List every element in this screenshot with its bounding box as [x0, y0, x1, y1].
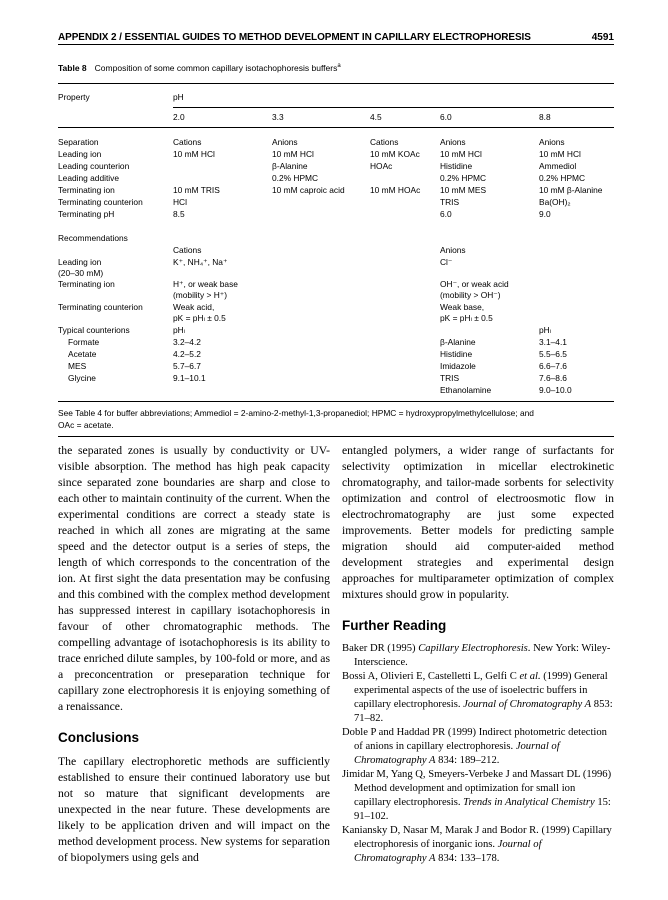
reference-entry	[342, 768, 614, 824]
counterion-ph-range: 6.6–7.6	[539, 361, 567, 371]
counterion-ph-range: 3.1–4.1	[539, 337, 567, 347]
counterion-ph-range: 5.5–6.5	[539, 349, 567, 359]
reference-list	[342, 642, 614, 866]
table-cell: β-Alanine	[272, 161, 308, 171]
row-label: Leading ion	[58, 149, 102, 159]
table-footnote	[58, 407, 614, 431]
row-label: Terminating ion	[58, 185, 115, 195]
reference-italic: et al.	[519, 671, 541, 682]
recommendations-heading: Recommendations	[58, 233, 128, 243]
counterion-name: β-Alanine	[440, 337, 476, 347]
counterion-ph-range: 7.6–8.6	[539, 373, 567, 383]
leading-ion-cations: K⁺, NH₄⁺, Na⁺	[173, 257, 228, 267]
reference-text: 853: 71–82.	[354, 699, 613, 724]
counterion-ph-range: 3.2–4.2	[173, 337, 201, 347]
header-rule	[58, 44, 614, 45]
counterion-name: Ethanolamine	[440, 385, 492, 395]
reference-text: 15: 91–102.	[354, 797, 611, 822]
reference-entry	[342, 642, 614, 670]
table-cell: 10 mM HCl	[173, 149, 215, 159]
leading-ion-label: Leading ion	[58, 257, 102, 267]
reference-entry	[342, 726, 614, 768]
table-cell: 0.2% HPMC	[272, 173, 319, 183]
counterion-ph-range: 9.1–10.1	[173, 373, 206, 383]
counterion-name: Glycine	[68, 373, 96, 383]
table-cell: 6.0	[440, 209, 452, 219]
counterion-name: Histidine	[440, 349, 473, 359]
reference-text: (1999) General experimental aspects of the use of isoelectric buffers in capillary electrophoresis.	[354, 671, 608, 710]
counterion-ph-range: 4.2–5.2	[173, 349, 201, 359]
counterion-name: Formate	[68, 337, 100, 347]
row-label: Terminating counterion	[58, 197, 143, 207]
counterion-ph-range: 5.7–6.7	[173, 361, 201, 371]
ph-value: 8.8	[539, 112, 551, 122]
table-cell: 0.2% HPMC	[539, 173, 586, 183]
row-label: Terminating pH	[58, 209, 115, 219]
terminating-counterion-label: Terminating counterion	[58, 302, 143, 312]
table-cell: Ba(OH)₂	[539, 197, 571, 207]
table-cell: HOAc	[370, 161, 393, 171]
header-bottom-rule	[58, 127, 614, 128]
leading-ion-anions: Cl⁻	[440, 257, 453, 267]
page-number: 4591	[591, 32, 614, 43]
conclusions-heading: Conclusions	[58, 730, 140, 745]
row-label: Leading counterion	[58, 161, 130, 171]
table-cell: Cations	[173, 137, 202, 147]
terminating-counterion-cations-2: pK = pHₗ ± 0.5	[173, 313, 226, 323]
footnote-rule	[58, 436, 614, 437]
typical-ph-cations: pHₗ	[173, 325, 186, 335]
reference-entry	[342, 824, 614, 866]
rec-cations-label: Cations	[173, 245, 202, 255]
terminating-ion-anions-2: (mobility > OH⁻)	[440, 290, 501, 300]
counterion-name: Imidazole	[440, 361, 476, 371]
reference-italic: Capillary Electrophoresis	[418, 643, 528, 654]
counterion-ph-range: 9.0–10.0	[539, 385, 572, 395]
table-cell: Anions	[272, 137, 298, 147]
row-label: Leading additive	[58, 173, 120, 183]
col-header-ph: pH	[173, 92, 184, 102]
running-title: APPENDIX 2 / ESSENTIAL GUIDES TO METHOD DEVELOPMENT IN CAPILLARY ELECTROPHORESIS	[58, 32, 531, 43]
terminating-counterion-anions-2: pK = pHₗ ± 0.5	[440, 313, 493, 323]
table-cell: TRIS	[440, 197, 460, 207]
table-cell: 10 mM HCl	[539, 149, 581, 159]
reference-text: . New York: Wiley-Interscience.	[354, 643, 611, 668]
body-paragraph: The capillary electrophoretic methods are sufficiently established to ensure their continued laboratory use but not so mature that significant developments are unexpected in the near future. These developments are likely to be application driven and will impact on the method development process. New systems for separation of biopolymers using gels and	[58, 755, 330, 864]
table-cell: HCl	[173, 197, 187, 207]
reference-text: Bossi A, Olivieri E, Castelletti L, Gelfi C	[342, 671, 520, 682]
table-cell: Histidine	[440, 161, 473, 171]
table-footnote-line-2: OAc = acetate.	[58, 420, 114, 430]
left-column	[58, 443, 330, 866]
table-cell: 10 mM caproic acid	[272, 185, 345, 195]
table-cell: 10 mM TRIS	[173, 185, 220, 195]
reference-italic: Journal of Chromatography A	[354, 741, 560, 766]
table-footnote-line-1: See Table 4 for buffer abbreviations; Ammediol = 2-amino-2-methyl-1,3-propanediol; HPMC = hydroxypropylmethylcellulose; and	[58, 408, 534, 418]
reference-text: Doble P and Haddad PR (1999) Indirect photometric detection of anions in capillary electrophoresis.	[342, 727, 607, 752]
leading-ion-range: (20–30 mM)	[58, 268, 104, 278]
body-paragraph: entangled polymers, a wider range of surfactants for selectivity optimization in micellar electrokinetic chromatography, and tailor-made sorbents for selectivity optimization and control of electroosmotic flow in electrochromatography are just some expected improvements. Better models for predicting sample migration should aid computer-aided method development strategies and experimental design approaches for multiparameter optimization of complex mixtures should grow in popularity.	[342, 444, 614, 601]
terminating-counterion-anions-1: Weak base,	[440, 302, 485, 312]
ph-value: 3.3	[272, 112, 284, 122]
reference-text: Baker DR (1995)	[342, 643, 419, 654]
terminating-ion-label: Terminating ion	[58, 279, 115, 289]
table-cell: Ammediol	[539, 161, 577, 171]
terminating-ion-cations-2: (mobility > H⁺)	[173, 290, 227, 300]
reference-text: 834: 133–178.	[435, 853, 500, 864]
reference-text: Jimidar M, Yang Q, Smeyers-Verbeke J and Massart DL (1996) Method development and optimization for small ion capillary electrophoresis.	[342, 769, 612, 808]
table-cell: 10 mM MES	[440, 185, 487, 195]
table-cell: 10 mM HOAc	[370, 185, 421, 195]
caption-footnote-mark: a	[337, 63, 341, 70]
row-label: Separation	[58, 137, 99, 147]
right-column	[342, 443, 614, 866]
table-label: Table 8	[58, 63, 87, 73]
table-top-rule	[58, 83, 614, 84]
counterion-name: MES	[68, 361, 87, 371]
table-title: Composition of some common capillary isotachophoresis buffers	[94, 63, 338, 73]
table-caption	[58, 63, 341, 73]
ph-value: 4.5	[370, 112, 382, 122]
ph-value: 2.0	[173, 112, 185, 122]
reference-italic: Trends in Analytical Chemistry	[463, 797, 595, 808]
counterion-name: TRIS	[440, 373, 460, 383]
rec-anions-label: Anions	[440, 245, 466, 255]
col-header-property: Property	[58, 92, 90, 102]
table-bottom-rule	[58, 401, 614, 402]
table-cell: 0.2% HPMC	[440, 173, 487, 183]
reference-text: Kaniansky D, Nasar M, Marak J and Bodor R. (1999) Capillary electrophoresis of inorganic ions.	[342, 825, 612, 850]
typical-ph-anions: pHₗ	[539, 325, 552, 335]
table-cell: 10 mM β-Alanine	[539, 185, 603, 195]
ph-value: 6.0	[440, 112, 452, 122]
table-cell: 10 mM KOAc	[370, 149, 420, 159]
table-cell: 10 mM HCl	[272, 149, 314, 159]
counterion-name: Acetate	[68, 349, 97, 359]
further-reading-heading: Further Reading	[342, 618, 447, 633]
terminating-ion-anions-1: OH⁻, or weak acid	[440, 279, 509, 289]
reference-italic: Journal of Chromatography A	[463, 699, 592, 710]
table-cell: 10 mM HCl	[440, 149, 482, 159]
reference-text: 834: 189–212.	[435, 755, 500, 766]
ph-header-rule	[173, 107, 614, 108]
table-cell: 8.5	[173, 209, 185, 219]
terminating-ion-cations-1: H⁺, or weak base	[173, 279, 238, 289]
reference-entry	[342, 670, 614, 726]
table-cell: Anions	[539, 137, 565, 147]
typical-counterions-label: Typical counterions	[58, 325, 130, 335]
body-paragraph: the separated zones is usually by conductivity or UV-visible absorption. The method has high peak capacity since separated zone boundaries are sharp and close to each other to maintain continuity of the current. When the experimental conditions are correct a steady state is reached in which all zones are migrating at the same speed and the detector output is a series of steps, the length of which corresponds to the concentration of the ion. At first sight the data presentation may be confusing and this combined with the complex method development has suppressed interest in capillary isotachophoresis in favour of other chromatographic methods. The compelling advantage of isotachophoresis is its ability to trace enriched dilute samples, by 100-fold or more, and as a preconcentration or preseparation technique for capillary zone electrophoresis it is enjoying something of a renaissance.	[58, 444, 330, 713]
table-cell: 9.0	[539, 209, 551, 219]
running-header	[58, 20, 614, 42]
table-cell: Cations	[370, 137, 399, 147]
reference-italic: Journal of Chromatography A	[354, 839, 542, 864]
table-cell: Anions	[440, 137, 466, 147]
terminating-counterion-cations-1: Weak acid,	[173, 302, 215, 312]
